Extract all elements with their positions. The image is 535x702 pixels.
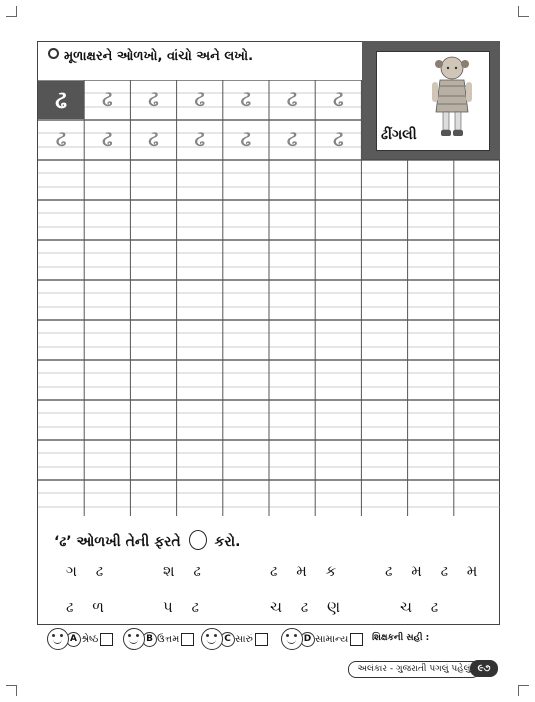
- letter-group[interactable]: શ ઢ: [163, 562, 205, 580]
- book-label: અલંકાર - ગુજરાતી પગલું પહેલું: [348, 661, 480, 678]
- letter-group[interactable]: ચ ઢ ણ: [270, 598, 345, 616]
- heading-text: મૂળાક્ષરને ઓળખો, વાંચો અને લખો.: [64, 49, 254, 64]
- letter-group[interactable]: ઢ ળ: [66, 598, 108, 616]
- trace-letter[interactable]: ઢ: [194, 127, 206, 152]
- smiley-icon: [281, 628, 303, 650]
- grade-checkbox[interactable]: [255, 633, 268, 646]
- worksheet-heading: [48, 48, 253, 64]
- grade-letter: B: [142, 632, 157, 647]
- exercise-instruction: [54, 530, 240, 550]
- trace-letter[interactable]: ઢ: [332, 87, 344, 112]
- trace-letter[interactable]: ઢ: [148, 127, 159, 152]
- trace-letter[interactable]: ઢ: [101, 87, 113, 112]
- grade-d[interactable]: [281, 628, 363, 650]
- trace-letter[interactable]: ઢ: [286, 87, 298, 112]
- crop-mark: [6, 685, 17, 696]
- instruction-letter: ‘ઢ’: [54, 534, 72, 550]
- grade-b[interactable]: [123, 628, 194, 650]
- worksheet: [37, 41, 500, 625]
- grade-checkbox[interactable]: [350, 633, 363, 646]
- trace-letter[interactable]: ઢ: [332, 127, 344, 152]
- crop-mark: [518, 685, 529, 696]
- smiley-icon: [47, 628, 69, 650]
- grade-c[interactable]: [201, 628, 268, 650]
- trace-letter[interactable]: ઢ: [148, 87, 159, 112]
- letter-group[interactable]: ઢ મ ઢ મ: [385, 562, 482, 580]
- trace-letter[interactable]: ઢ: [240, 127, 252, 152]
- model-letter: ઢ: [38, 81, 84, 119]
- page-number: ૯૭: [470, 660, 498, 677]
- trace-letter[interactable]: ઢ: [55, 127, 67, 152]
- grade-label: સામાન્ય: [315, 633, 349, 645]
- grade-label: સારું: [235, 633, 253, 645]
- crop-mark: [6, 6, 17, 17]
- grade-footer: [37, 626, 500, 654]
- instruction-text: ઓળખી તેની ફરતે: [76, 534, 181, 550]
- grade-checkbox[interactable]: [181, 633, 194, 646]
- trace-letter[interactable]: ઢ: [240, 87, 252, 112]
- bullet-icon: [48, 48, 59, 59]
- letter-group[interactable]: ગ ઢ: [66, 562, 108, 580]
- grade-label: ઉત્તમ: [157, 633, 180, 645]
- trace-letter[interactable]: ઢ: [286, 127, 298, 152]
- grade-a[interactable]: [47, 628, 113, 650]
- trace-letter[interactable]: ઢ: [101, 127, 113, 152]
- smiley-icon: [123, 628, 145, 650]
- crop-mark: [518, 6, 529, 17]
- circle-icon: [189, 530, 207, 550]
- smiley-icon: [201, 628, 223, 650]
- picture-word: ઢીંગલી: [381, 127, 417, 143]
- grade-letter: D: [300, 632, 315, 647]
- grade-letter: A: [66, 632, 81, 647]
- grade-checkbox[interactable]: [100, 633, 113, 646]
- letter-group[interactable]: પ ઢ: [163, 598, 203, 616]
- letter-group[interactable]: ચ ઢ: [400, 598, 443, 616]
- letter-group[interactable]: ઢ મ ક: [270, 562, 341, 580]
- grade-label: શ્રેષ્ઠ: [81, 633, 99, 645]
- instruction-end: કરો.: [214, 534, 241, 550]
- teacher-sign: શિક્ષકની સહી :: [372, 633, 430, 643]
- grade-letter: C: [220, 632, 235, 647]
- trace-letter[interactable]: ઢ: [194, 87, 206, 112]
